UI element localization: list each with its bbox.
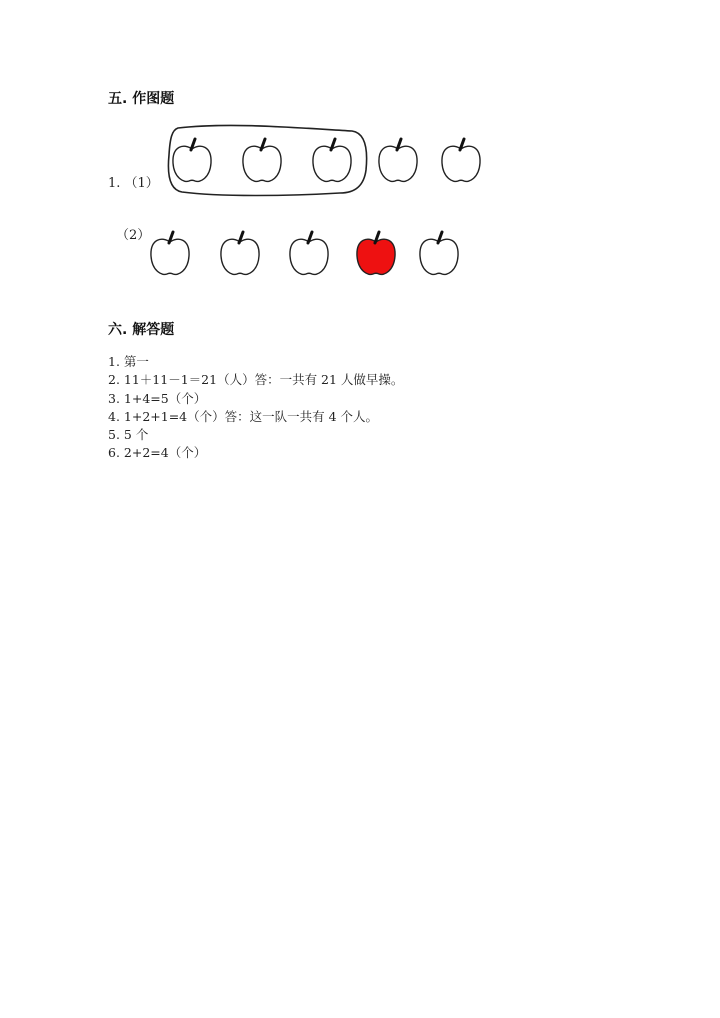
apple-drawings	[0, 0, 720, 320]
answer-2: 2. 11＋11－1＝21（人）答：一共有 21 人做早操。	[108, 372, 404, 388]
apple-icon	[420, 232, 458, 274]
question-1-part-2-label: （2）	[116, 228, 151, 243]
section-title-drawing: 五. 作图题	[108, 91, 175, 107]
apple-icon	[313, 139, 351, 181]
answer-1: 1. 第一	[108, 354, 149, 369]
apple-icon	[173, 139, 211, 181]
apple-icon	[290, 232, 328, 274]
question-1-part-1-label: 1. （1）	[108, 176, 159, 191]
answer-4: 4. 1+2+1=4（个）答：这一队一共有 4 个人。	[108, 408, 379, 424]
section-title-answers: 六. 解答题	[108, 322, 175, 338]
answer-6: 6. 2+2=4（个）	[108, 445, 207, 461]
answer-5: 5. 5 个	[108, 427, 149, 443]
apple-icon	[151, 232, 189, 274]
apple-icon	[442, 139, 480, 181]
apple-icon	[243, 139, 281, 181]
answer-3: 3. 1+4=5（个）	[108, 390, 207, 406]
apple-icon	[379, 139, 417, 181]
apple-icon	[221, 232, 259, 274]
apple-row-1	[173, 139, 480, 181]
red-apple-icon	[357, 232, 395, 274]
apple-row-2	[151, 232, 458, 274]
answer-list	[108, 353, 403, 463]
